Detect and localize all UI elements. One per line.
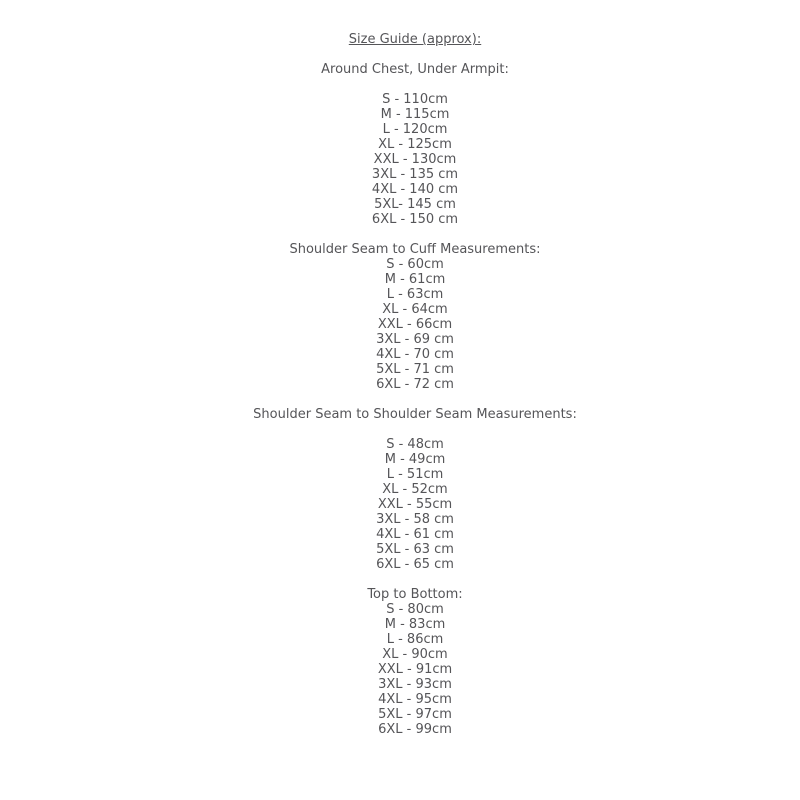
size-row: XL - 52cm xyxy=(382,482,448,497)
size-row: 5XL - 71 cm xyxy=(376,362,454,377)
size-row: XL - 125cm xyxy=(378,137,452,152)
size-row: S - 110cm xyxy=(382,92,448,107)
size-row: XL - 64cm xyxy=(382,302,448,317)
size-row: 6XL - 72 cm xyxy=(376,377,454,392)
size-section-cuff xyxy=(30,242,800,392)
size-row: 3XL - 93cm xyxy=(378,677,452,692)
size-row: L - 63cm xyxy=(386,287,444,302)
size-row: M - 49cm xyxy=(384,452,446,467)
size-row: XXL - 55cm xyxy=(377,497,453,512)
size-row: XXL - 91cm xyxy=(377,662,453,677)
size-row: 3XL - 69 cm xyxy=(376,332,454,347)
section-header-cuff: Shoulder Seam to Cuff Measurements: xyxy=(289,242,541,257)
section-header-length: Top to Bottom: xyxy=(367,587,463,602)
size-list-cuff xyxy=(30,257,800,392)
size-row: L - 86cm xyxy=(386,632,444,647)
size-row: 4XL - 61 cm xyxy=(376,527,454,542)
size-row: M - 115cm xyxy=(380,107,450,122)
page-title: Size Guide (approx): xyxy=(348,32,482,47)
size-row: XXL - 66cm xyxy=(377,317,453,332)
size-row: XXL - 130cm xyxy=(373,152,457,167)
size-row: 4XL - 140 cm xyxy=(371,182,459,197)
section-header-shoulder: Shoulder Seam to Shoulder Seam Measurements: xyxy=(253,407,577,422)
size-row: XL - 90cm xyxy=(382,647,448,662)
size-row: S - 48cm xyxy=(386,437,444,452)
size-row: M - 61cm xyxy=(384,272,446,287)
size-row: 5XL - 97cm xyxy=(378,707,452,722)
size-list-chest xyxy=(30,92,800,227)
size-row: 4XL - 95cm xyxy=(378,692,452,707)
size-section-length xyxy=(30,587,800,737)
size-row: 6XL - 65 cm xyxy=(376,557,454,572)
page-title-line xyxy=(30,32,800,47)
size-row: L - 120cm xyxy=(382,122,448,137)
size-row: 3XL - 58 cm xyxy=(376,512,454,527)
size-row: 5XL- 145 cm xyxy=(374,197,456,212)
size-sections xyxy=(30,62,800,737)
size-list-length xyxy=(30,602,800,737)
size-section-shoulder xyxy=(30,407,800,572)
size-row: S - 60cm xyxy=(386,257,444,272)
size-row: L - 51cm xyxy=(386,467,444,482)
size-row: 3XL - 135 cm xyxy=(371,167,459,182)
size-row: 6XL - 99cm xyxy=(378,722,452,737)
size-row: 4XL - 70 cm xyxy=(376,347,454,362)
size-section-chest xyxy=(30,62,800,227)
size-row: 6XL - 150 cm xyxy=(371,212,459,227)
size-row: 5XL - 63 cm xyxy=(376,542,454,557)
section-header-chest: Around Chest, Under Armpit: xyxy=(321,62,509,77)
size-row: S - 80cm xyxy=(386,602,444,617)
size-list-shoulder xyxy=(30,437,800,572)
size-row: M - 83cm xyxy=(384,617,446,632)
